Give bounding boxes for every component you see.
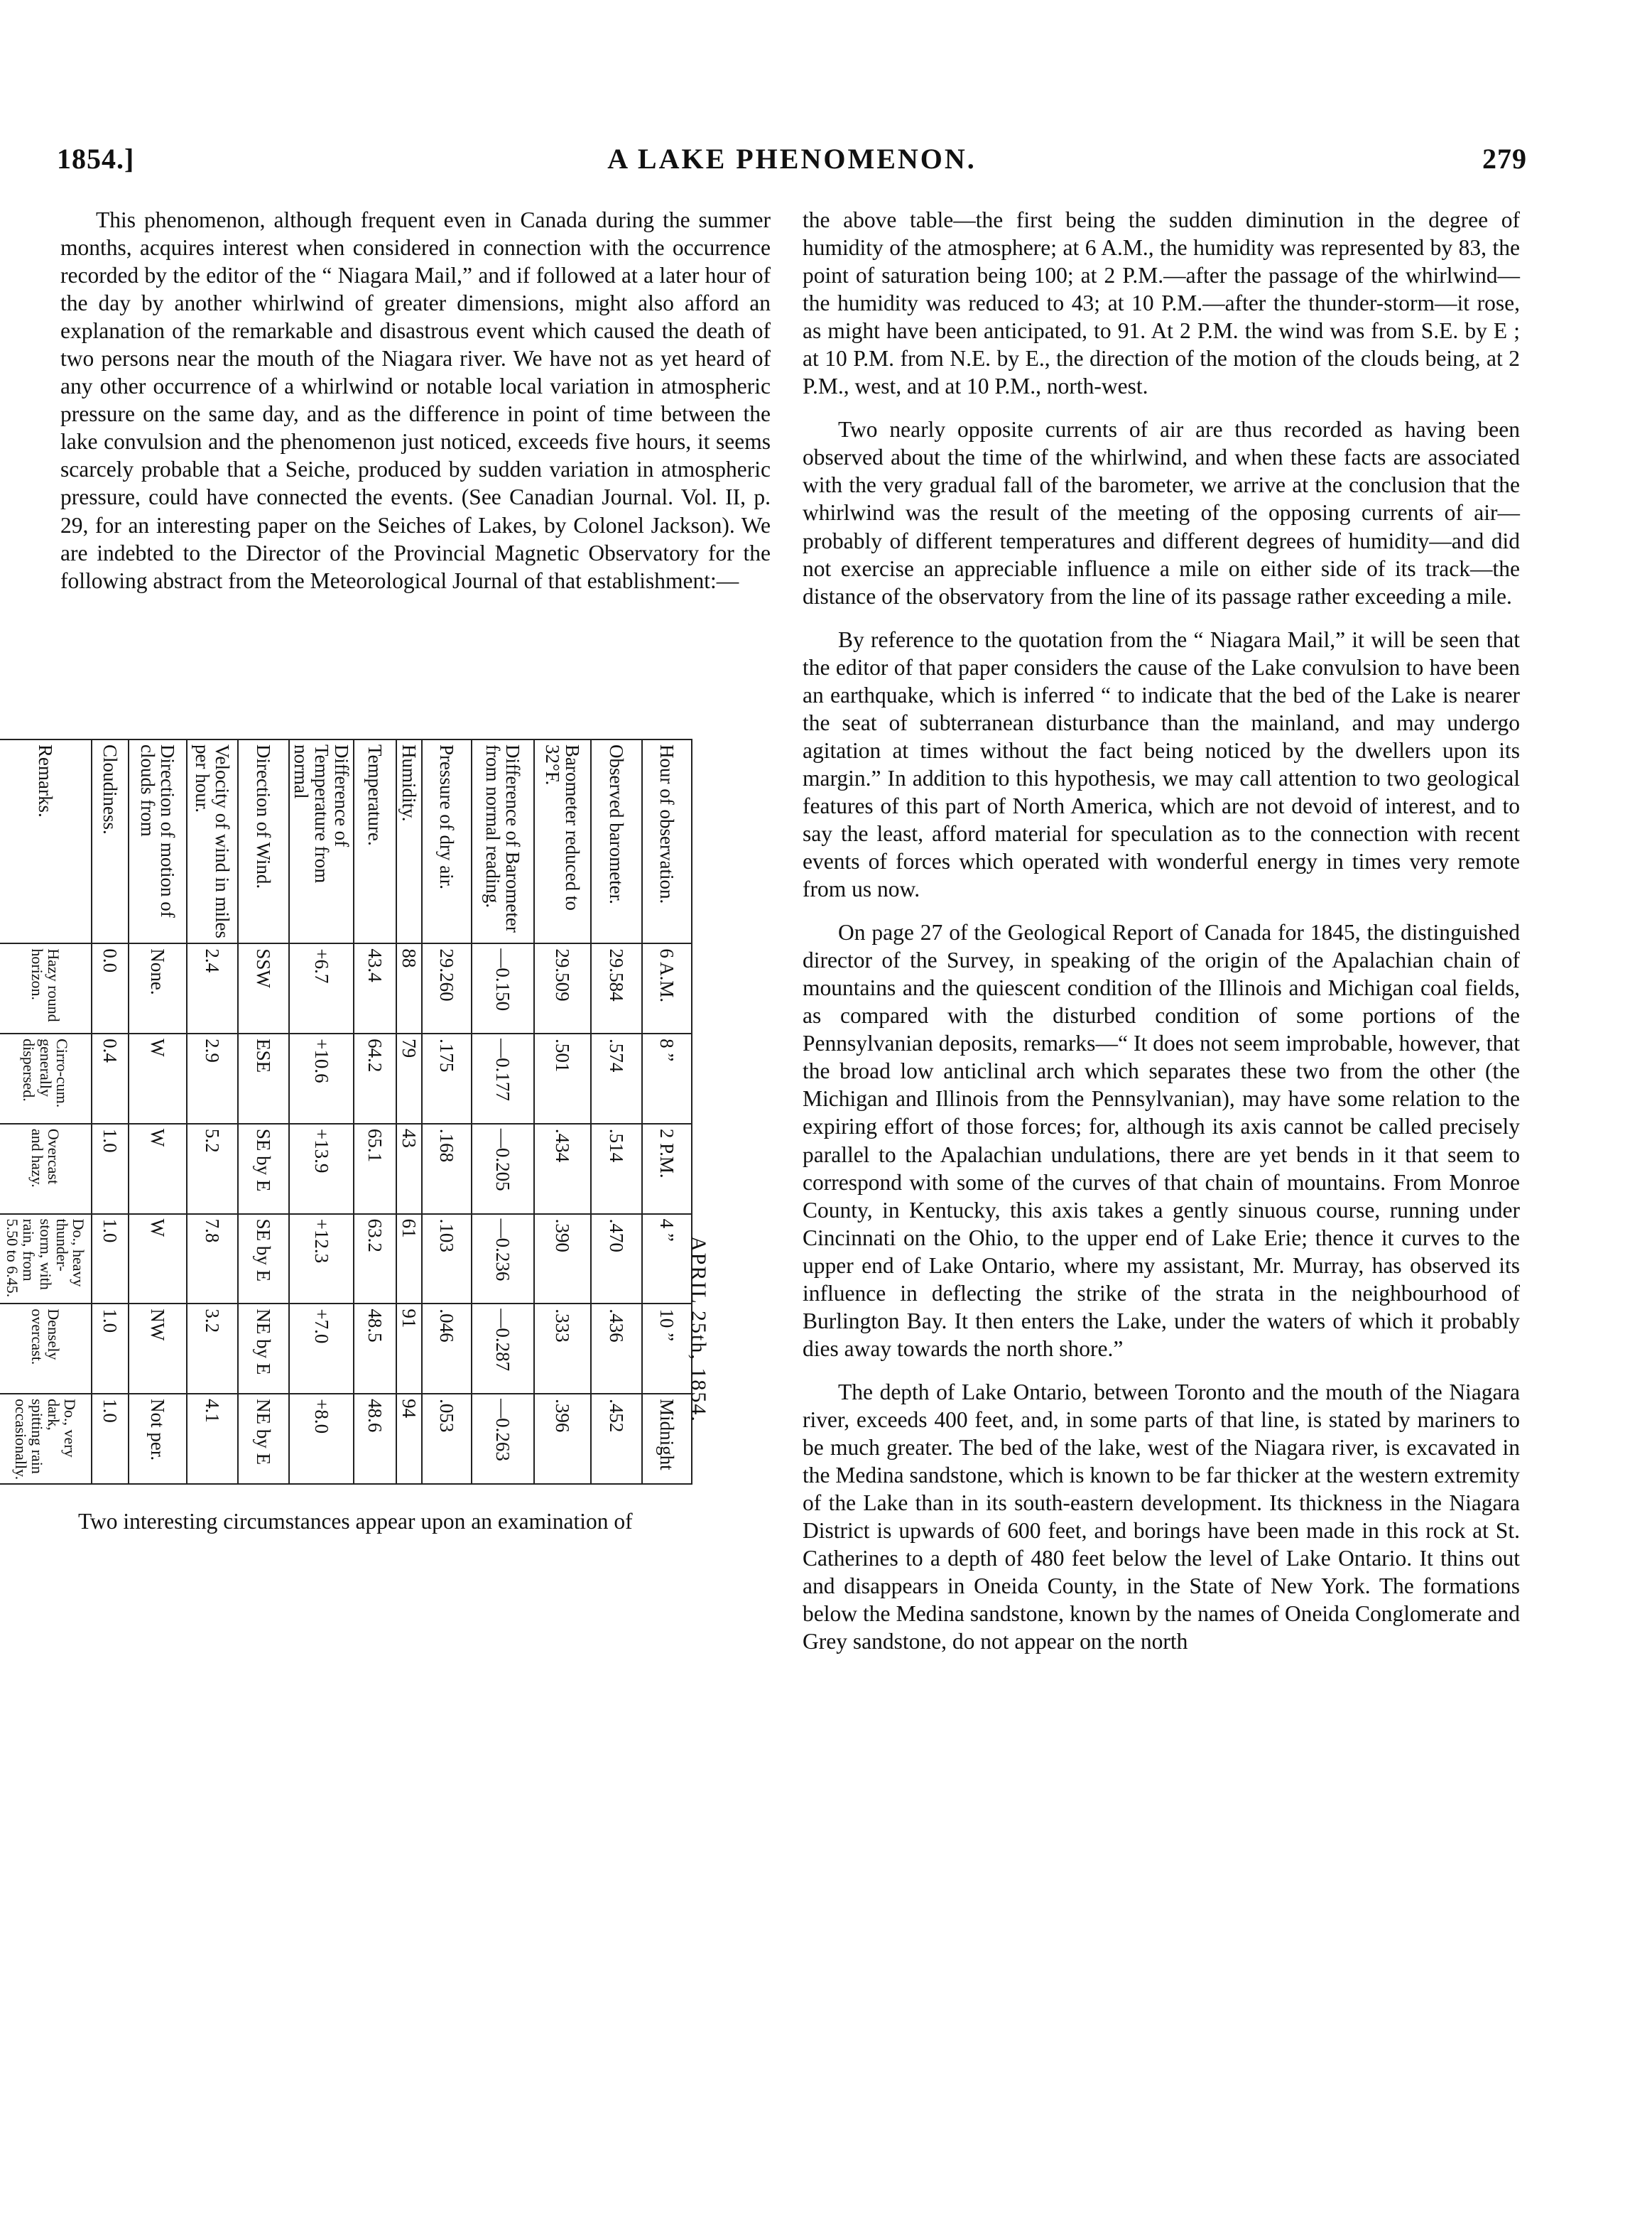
table-header-cell: Humidity. (396, 739, 422, 943)
rotated-table-container (4, 739, 692, 1485)
table-row (472, 739, 534, 1484)
paragraph: This phenomenon, although frequent even in Canada during the summer months, acquires interest when considered in connection with the occurrence recorded by the editor of the “ Niagara Mail,” and if followed at a later hour of the day by another whirlwind of greater dimensions, might also afford an explanation of the remarkable and disastrous event which caused the death of two persons near the mouth of the Niagara river. We have not as yet heard of any other occurrence of a whirlwind or notable local variation in atmospheric pressure on the same day, and as the difference in point of time between the lake convulsion and the phenomenon just noticed, exceeds five hours, it seems scarcely probable that a Seiche, produced by sudden variation in atmospheric pressure, could have connected the events. (See Canadian Journal. Vol. II, p. 29, for an interesting paper on the Seiches of Lakes, by Colonel Jackson). We are indebted to the Director of the Provincial Magnetic Observatory for the following abstract from the Meteorological Journal of that establishment:— (60, 207, 771, 593)
table-cell: Overcast and hazy. (0, 1124, 92, 1214)
table-header-cell: Direction of Wind. (238, 739, 289, 943)
table-cell: +6.7 (289, 943, 354, 1034)
table-cell: —0.263 (472, 1394, 534, 1484)
table-cell: 10 ” (642, 1304, 692, 1394)
table-header-cell: Direction of motion of clouds from (129, 739, 187, 943)
table-cell: .168 (422, 1124, 472, 1214)
table-cell: +10.6 (289, 1034, 354, 1124)
table-cell: 1.0 (92, 1304, 129, 1394)
table-cell: .053 (422, 1394, 472, 1484)
table-row (92, 739, 129, 1484)
table-cell: 48.5 (354, 1304, 396, 1394)
table-cell: 94 (396, 1394, 422, 1484)
paragraph: the above table—the first being the sudden diminution in the degree of humidity of the atmosphere; at 6 A.M., the humidity was represented by 83, the point of saturation being 100; at 2 P.M.—after the passage of the whirlwind—the humidity was reduced to 43; at 10 P.M.—after the thunder-storm—it rose, as might have been anticipated, to 91. At 2 P.M. the wind was from S.E. by E ; at 10 P.M. from N.E. by E., the direction of the motion of the clouds being, at 2 P.M., west, and at 10 P.M., north-west. (803, 207, 1520, 399)
table-header-cell: Hour of observation. (642, 739, 692, 943)
table-cell: —0.205 (472, 1124, 534, 1214)
table-cell: 1.0 (92, 1214, 129, 1304)
table-row (289, 739, 354, 1484)
table-cell: 1.0 (92, 1124, 129, 1214)
table-cell: .103 (422, 1214, 472, 1304)
table-cell: +12.3 (289, 1214, 354, 1304)
table-header-cell: Velocity of wind in miles per hour. (187, 739, 238, 943)
table-cell: NE by E (238, 1394, 289, 1484)
header-title: A LAKE PHENOMENON. (607, 143, 977, 175)
table-cell: +8.0 (289, 1394, 354, 1484)
left-column (60, 206, 771, 610)
table-cell: Densely overcast. (0, 1304, 92, 1394)
table-row (354, 739, 396, 1484)
table-cell: Do., very dark, spitting rain occasionally. (0, 1394, 92, 1484)
table-cell: 3.2 (187, 1304, 238, 1394)
table-cell: SE by E (238, 1214, 289, 1304)
paragraph: The depth of Lake Ontario, between Toronto and the mouth of the Niagara river, exceeds 400 feet, and, in some parts of that line, is stated by mariners to be much greater. The bed of the lake, west of the Niagara river, is excavated in the Medina sandstone, which is known to be far thicker at the western extremity of the Lake than in its south-eastern development. Its thickness in the Niagara District is upwards of 600 feet, and borings have been made in this rock at St. Catherines to a depth of 480 feet below the level of Lake Ontario. It thins out and disappears in Oneida County, in the State of New York. The formations below the Medina sandstone, known by the names of Oneida Conglomerate and Grey sandstone, do not appear on the north (803, 1379, 1520, 1654)
table-header-cell: Remarks. (0, 739, 92, 943)
table-cell: Midnight (642, 1394, 692, 1484)
table-cell: NE by E (238, 1304, 289, 1394)
header-year: 1854.] (57, 143, 135, 175)
table-cell: .434 (534, 1124, 591, 1214)
table-cell: +7.0 (289, 1304, 354, 1394)
table-header-cell: Difference of Temperature from normal (289, 739, 354, 943)
table-cell: 91 (396, 1304, 422, 1394)
meteorological-table (0, 739, 692, 1485)
table-cell: 61 (396, 1214, 422, 1304)
table-cell: 2.4 (187, 943, 238, 1034)
table-cell: SE by E (238, 1124, 289, 1214)
table-cell: SSW (238, 943, 289, 1034)
table-cell: 63.2 (354, 1214, 396, 1304)
table-cell: 5.2 (187, 1124, 238, 1214)
table-header-cell: Temperature. (354, 739, 396, 943)
table-cell: —0.150 (472, 943, 534, 1034)
table-cell: 4.1 (187, 1394, 238, 1484)
table-cell: 0.4 (92, 1034, 129, 1124)
table-cell: W (129, 1124, 187, 1214)
table-cell: Not per. (129, 1394, 187, 1484)
table-cell: 43.4 (354, 943, 396, 1034)
table-cell: Hazy round horizon. (0, 943, 92, 1034)
paragraph: On page 27 of the Geological Report of Canada for 1845, the distinguished director of the Survey, in speaking of the origin of the Apalachian chain of mountains and the quiescent condition of the Illinois and Michigan coal fields, as compared with the disturbed condition of some portions of the Pennsylvanian deposits, remarks—“ It does not seem improbable, however, that the broad low anticlinal arch which separates these two from the other (the Michigan and Illinois from the Pennsylvanian), may have some relation to the expiring effort of those forces; for, although its axis cannot be called precisely parallel to the Apalachian undulations, there are yet bends in it that seem to correspond with some of the curves of that chain of mountains. From Monroe County, in Kentucky, this axis takes a gently sinuous course, running under Cincinnati on the Ohio, to the upper end of Lake Erie; thence it curves to the upper end of Lake Ontario, where my assistant, Mr. Murray, has observed its influence in deflecting the strike of the strata in the neighbourhood of Burlington Bay. It then enters the Lake, under the waters of which it probably dies away towards the north shore.” (803, 920, 1520, 1361)
table-cell: 43 (396, 1124, 422, 1214)
table-cell: ESE (238, 1034, 289, 1124)
table-header-cell: Barometer reduced to 32°F. (534, 739, 591, 943)
table-row (422, 739, 472, 1484)
meteorological-table-area (4, 739, 692, 1485)
table-cell: 1.0 (92, 1394, 129, 1484)
table-cell: .396 (534, 1394, 591, 1484)
table-row (187, 739, 238, 1484)
table-row (129, 739, 187, 1484)
table-cell: 6 A.M. (642, 943, 692, 1034)
table-cell: W (129, 1214, 187, 1304)
table-cell: 8 ” (642, 1034, 692, 1124)
table-row (238, 739, 289, 1484)
table-cell: 48.6 (354, 1394, 396, 1484)
table-row (642, 739, 692, 1484)
table-row (396, 739, 422, 1484)
table-cell: .333 (534, 1304, 591, 1394)
table-cell: .514 (591, 1124, 642, 1214)
table-cell: .452 (591, 1394, 642, 1484)
table-cell: .046 (422, 1304, 472, 1394)
table-cell: 0.0 (92, 943, 129, 1034)
table-cell: Cirro-cum. generally dispersed. (0, 1034, 92, 1124)
table-cell: .390 (534, 1214, 591, 1304)
paragraph: By reference to the quotation from the “ Niagara Mail,” it will be seen that the editor of that paper considers the cause of the Lake convulsion to have been an earthquake, which is inferred “ to indicate that the bed of the Lake is nearer the seat of subterranean disturbance than the mainland, and may undergo agitation at times without the fact being noticed by the dwellers upon its margin.” In addition to this hypothesis, we may call attention to two geological features of this part of North America, which are not devoid of interest, and to say the least, afford material for speculation as to the connection with recent events of forces which operated with wonderful energy in times very remote from us now. (803, 627, 1520, 902)
table-row (534, 739, 591, 1484)
table-cell: —0.177 (472, 1034, 534, 1124)
table-header-cell: Observed barometer. (591, 739, 642, 943)
table-cell: 29.260 (422, 943, 472, 1034)
table-cell: 88 (396, 943, 422, 1034)
table-cell: 65.1 (354, 1124, 396, 1214)
table-cell: 29.584 (591, 943, 642, 1034)
table-date-caption: APRIL 25th, 1854. (687, 1236, 710, 1423)
table-cell: —0.236 (472, 1214, 534, 1304)
table-cell: Do., heavy thunder-storm, with rain, from 5.50 to 6.45. (0, 1214, 92, 1304)
table-cell: NW (129, 1304, 187, 1394)
table-row (591, 739, 642, 1484)
table-header-cell: Difference of Barometer from normal reading. (472, 739, 534, 943)
table-cell: None. (129, 943, 187, 1034)
table-cell: 7.8 (187, 1214, 238, 1304)
right-column (803, 206, 1520, 1671)
table-cell: —0.287 (472, 1304, 534, 1394)
running-header (57, 142, 1527, 185)
table-header-cell: Pressure of dry air. (422, 739, 472, 943)
table-cell: 2 P.M. (642, 1124, 692, 1214)
table-cell: .574 (591, 1034, 642, 1124)
table-cell: +13.9 (289, 1124, 354, 1214)
table-cell: 4 ” (642, 1214, 692, 1304)
table-cell: .501 (534, 1034, 591, 1124)
table-cell: W (129, 1034, 187, 1124)
table-cell: .436 (591, 1304, 642, 1394)
page-number: 279 (1482, 143, 1527, 175)
table-cell: 79 (396, 1034, 422, 1124)
table-cell: .175 (422, 1034, 472, 1124)
paragraph-after-table: Two interesting circumstances appear upon an examination of (78, 1509, 633, 1534)
table-cell: .470 (591, 1214, 642, 1304)
table-cell: 2.9 (187, 1034, 238, 1124)
table-cell: 64.2 (354, 1034, 396, 1124)
table-header-cell: Cloudiness. (92, 739, 129, 943)
table-cell: 29.509 (534, 943, 591, 1034)
table-row (0, 739, 92, 1484)
paragraph: Two nearly opposite currents of air are thus recorded as having been observed about the time of the whirlwind, and when these facts are associated with the very gradual fall of the barometer, we arrive at the conclusion that the whirlwind was the result of the meeting of the opposing currents of air—probably of different temperatures and different degrees of humidity—and did not exercise an appreciable influence a mile on either side of its track—the distance of the observatory from the line of its passage rather exceeding a mile. (803, 417, 1520, 609)
